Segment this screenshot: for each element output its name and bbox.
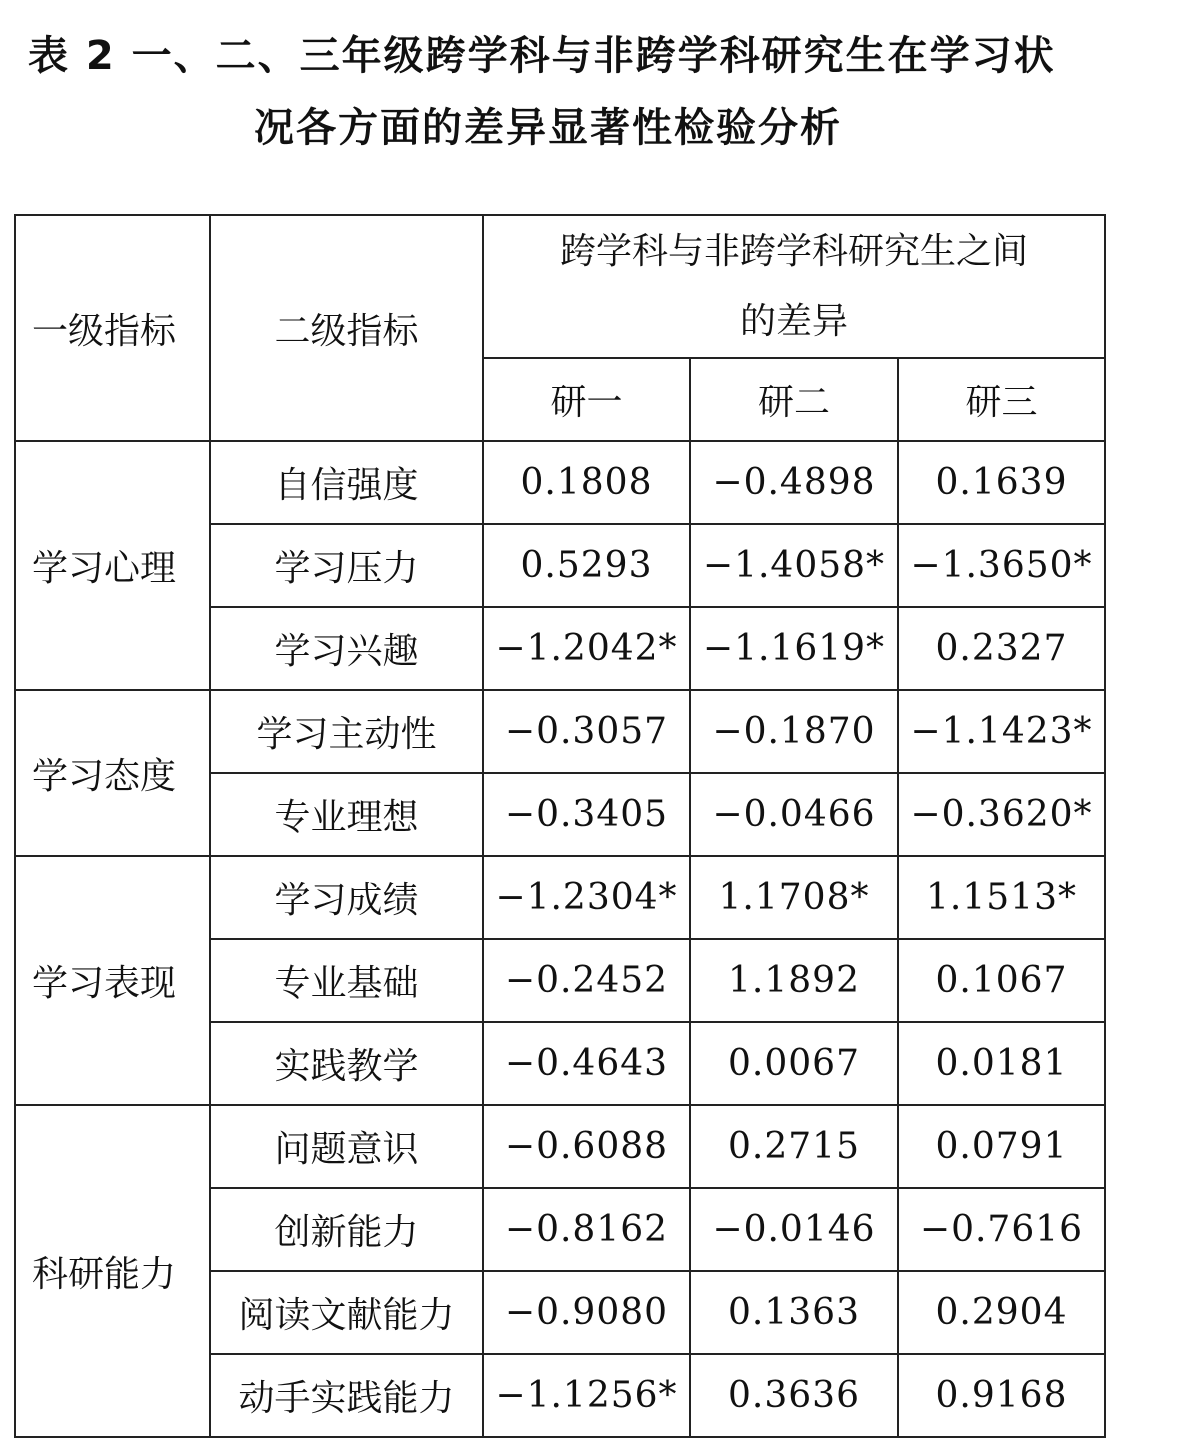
value-cell: 0.2327 xyxy=(898,607,1105,690)
value-cell: 0.1808 xyxy=(483,441,690,524)
value-cell: −0.3620* xyxy=(898,773,1105,856)
caption-line-1: 表 2 一、二、三年级跨学科与非跨学科研究生在学习状 xyxy=(28,33,1056,79)
indicator-cell: 学习成绩 xyxy=(210,856,483,939)
value-cell: −0.3057 xyxy=(483,690,690,773)
value-cell: −0.0466 xyxy=(690,773,898,856)
indicator-cell: 专业理想 xyxy=(210,773,483,856)
value-cell: 0.0791 xyxy=(898,1105,1105,1188)
indicator-cell: 学习压力 xyxy=(210,524,483,607)
value-cell: 1.1708* xyxy=(690,856,898,939)
indicator-cell: 阅读文献能力 xyxy=(210,1271,483,1354)
header-year-1: 研一 xyxy=(483,358,690,441)
header-year-2: 研二 xyxy=(690,358,898,441)
header-level1: 一级指标 xyxy=(15,215,210,441)
value-cell: 0.2904 xyxy=(898,1271,1105,1354)
value-cell: −1.4058* xyxy=(690,524,898,607)
value-cell: 0.9168 xyxy=(898,1354,1105,1437)
value-cell: −0.4643 xyxy=(483,1022,690,1105)
value-cell: −0.0146 xyxy=(690,1188,898,1271)
value-cell: 0.1639 xyxy=(898,441,1105,524)
group-label: 学习心理 xyxy=(15,441,210,690)
indicator-cell: 实践教学 xyxy=(210,1022,483,1105)
group-label: 学习态度 xyxy=(15,690,210,856)
value-cell: 0.1363 xyxy=(690,1271,898,1354)
header-row xyxy=(15,215,1105,358)
value-cell: 1.1892 xyxy=(690,939,898,1022)
value-cell: −0.2452 xyxy=(483,939,690,1022)
indicator-cell: 创新能力 xyxy=(210,1188,483,1271)
table-row xyxy=(15,856,1105,939)
header-level2: 二级指标 xyxy=(210,215,483,441)
value-cell: −1.2304* xyxy=(483,856,690,939)
value-cell: −1.1619* xyxy=(690,607,898,690)
table-row xyxy=(15,690,1105,773)
value-cell: −0.6088 xyxy=(483,1105,690,1188)
value-cell: 0.2715 xyxy=(690,1105,898,1188)
value-cell: −0.3405 xyxy=(483,773,690,856)
indicator-cell: 学习兴趣 xyxy=(210,607,483,690)
group-label: 学习表现 xyxy=(15,856,210,1105)
indicator-cell: 问题意识 xyxy=(210,1105,483,1188)
value-cell: 0.1067 xyxy=(898,939,1105,1022)
indicator-cell: 自信强度 xyxy=(210,441,483,524)
indicator-cell: 专业基础 xyxy=(210,939,483,1022)
value-cell: −0.1870 xyxy=(690,690,898,773)
indicator-cell: 动手实践能力 xyxy=(210,1354,483,1437)
value-cell: 0.0181 xyxy=(898,1022,1105,1105)
header-year-3: 研三 xyxy=(898,358,1105,441)
group-label: 科研能力 xyxy=(15,1105,210,1437)
value-cell: 0.3636 xyxy=(690,1354,898,1437)
header-group xyxy=(483,215,1105,358)
significance-table xyxy=(14,214,1106,1438)
table-row xyxy=(15,441,1105,524)
table-row xyxy=(15,1105,1105,1188)
value-cell: −1.1256* xyxy=(483,1354,690,1437)
value-cell: −0.9080 xyxy=(483,1271,690,1354)
value-cell: 0.5293 xyxy=(483,524,690,607)
value-cell: −1.3650* xyxy=(898,524,1105,607)
indicator-cell: 学习主动性 xyxy=(210,690,483,773)
value-cell: −0.8162 xyxy=(483,1188,690,1271)
value-cell: −1.2042* xyxy=(483,607,690,690)
header-group-line-2: 的差异 xyxy=(739,300,848,342)
value-cell: −1.1423* xyxy=(898,690,1105,773)
value-cell: −0.4898 xyxy=(690,441,898,524)
value-cell: 0.0067 xyxy=(690,1022,898,1105)
header-group-line-1: 跨学科与非跨学科研究生之间 xyxy=(559,230,1028,272)
value-cell: 1.1513* xyxy=(898,856,1105,939)
caption-line-2: 况各方面的差异显著性检验分析 xyxy=(254,105,842,151)
value-cell: −0.7616 xyxy=(898,1188,1105,1271)
